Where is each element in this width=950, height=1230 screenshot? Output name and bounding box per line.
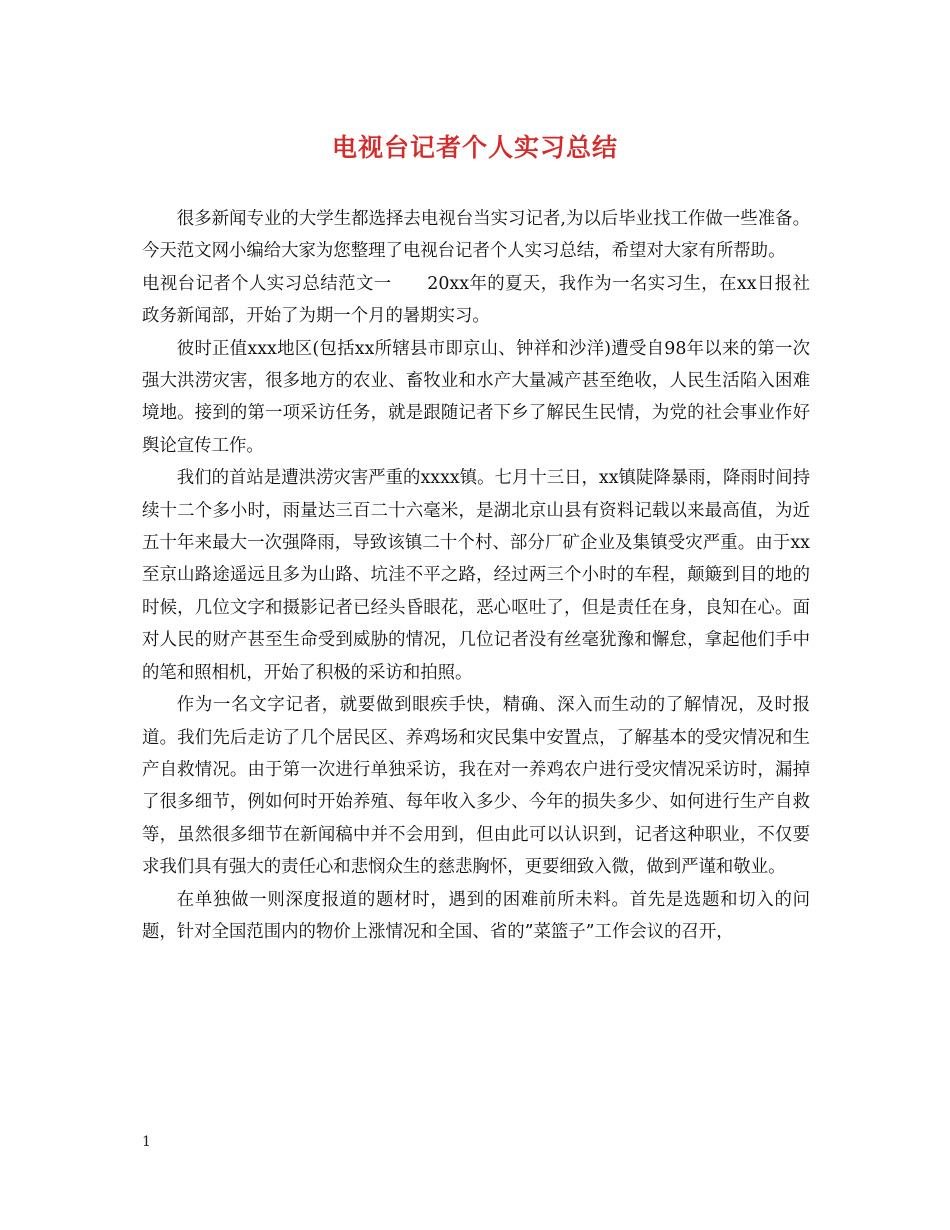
paragraph-first-stop: 我们的首站是遭洪涝灾害严重的xxxx镇。七月十三日，xx镇陡降暴雨，降雨时间持续十二个多小时，雨量达三百二十六毫米，是湖北京山县有资料记载以来最高值，为近五十年来最大一次强降雨，导致该镇二十个村、部分厂矿企业及集镇受灾严重。由于xx至京山路途遥远且多为山路、坑洼不平之路，经过两三个小时的车程，颠簸到目的地的时候，几位文字和摄影记者已经头昏眼花，恶心呕吐了，但是责任在身，良知在心。面对人民的财产甚至生命受到威胁的情况，几位记者没有丝毫犹豫和懈怠，拿起他们手中的笔和照相机，开始了积极的采访和拍照。 [142,468,810,683]
page-number: 1 [142,1134,151,1150]
paragraph-in-depth-report: 在单独做一则深度报道的题材时，遇到的困难前所未料。首先是选题和切入的问题，针对全国范围内的物价上涨情况和全国、省的”菜篮子”工作会议的召开， [142,889,810,942]
document-body [142,203,810,948]
paragraph-flood-background: 彼时正值xxx地区(包括xx所辖县市即京山、钟祥和沙洋)遭受自98年以来的第一次强大洪涝灾害，很多地方的农业、畜牧业和水产大量减产甚至绝收，人民生活陷入困难境地。接到的第一项采访任务，就是跟随记者下乡了解民生民情，为党的社会事业作好舆论宣传工作。 [142,338,810,456]
paragraph-intro: 很多新闻专业的大学生都选择去电视台当实习记者,为以后毕业找工作做一些准备。今天范文网小编给大家为您整理了电视台记者个人实习总结，希望对大家有所帮助。 [142,209,810,262]
paragraph-sample-heading: 电视台记者个人实习总结范文一 20xx年的夏天，我作为一名实习生，在xx日报社政务新闻部，开始了为期一个月的暑期实习。 [142,273,810,327]
paragraph-reporter-duty: 作为一名文字记者，就要做到眼疾手快，精确、深入而生动的了解情况，及时报道。我们先后走访了几个居民区、养鸡场和灾民集中安置点，了解基本的受灾情况和生产自救情况。由于第一次进行单独采访，我在对一养鸡农户进行受灾情况采访时，漏掉了很多细节，例如何时开始养殖、每年收入多少、今年的损失多少、如何进行生产自救等，虽然很多细节在新闻稿中并不会用到，但由此可以认识到，记者这种职业，不仅要求我们具有强大的责任心和悲悯众生的慈悲胸怀，更要细致入微，做到严谨和敬业。 [142,695,810,878]
document-title: 电视台记者个人实习总结 [331,133,618,162]
